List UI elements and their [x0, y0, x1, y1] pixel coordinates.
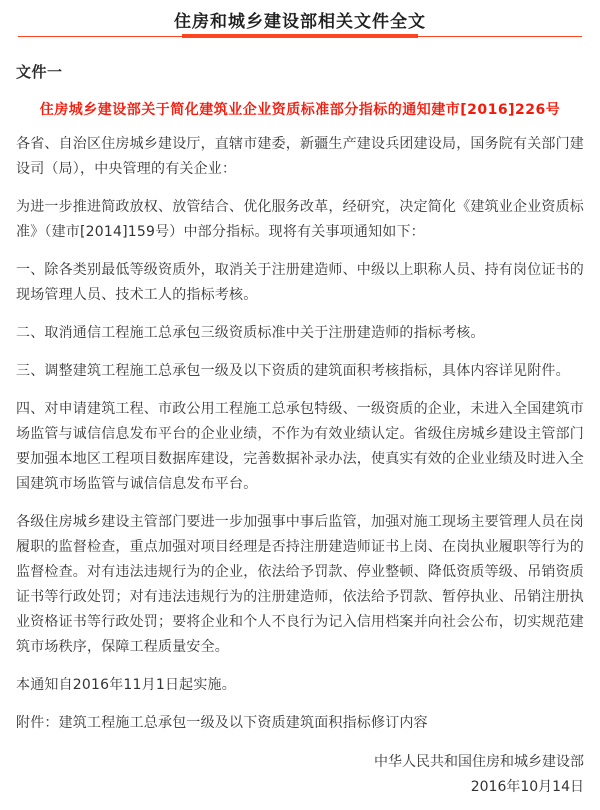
document-label: 文件一	[16, 63, 63, 81]
page-title: 住房和城乡建设部相关文件全文	[174, 12, 426, 32]
signature-date: 2016年10月14日	[470, 779, 584, 795]
document-title: 住房城乡建设部关于简化建筑业企业资质标准部分指标的通知建市[2016]226号	[39, 102, 561, 118]
paragraph-item-4: 四、对申请建筑工程、市政公用工程施工总承包特级、一级资质的企业，未进入全国建筑市场监管与诚信信息发布平台的企业业绩，不作为有效业绩认定。省级住房城乡建设主管部门要加强本地区工程项目数据库建设，完善数据补录办法，使真实有效的企业业绩及时进入全国建筑市场监管与诚信信息发布平台。	[16, 401, 584, 492]
paragraph-item-1: 一、除各类别最低等级资质外，取消关于注册建造师、中级以上职称人员、持有岗位证书的现场管理人员、技术工人的指标考核。	[16, 262, 584, 303]
signature-organization: 中华人民共和国住房和城乡建设部	[374, 754, 584, 770]
paragraph-supervision: 各级住房城乡建设主管部门要进一步加强事中事后监管，加强对施工现场主要管理人员在岗履职的监督检查，重点加强对项目经理是否持注册建造师证书上岗、在岗执业履职等行为的监督检查。对有违法违规行为的企业，依法给予罚款、停业整顿、降低资质等级、吊销资质证书等行政处罚；对有违法违规行为的注册建造师，依法给予罚款、暂停执业、吊销注册执业资格证书等行政处罚；要将企业和个人不良行为记入信用档案并向社会公布，切实规范建筑市场秩序，保障工程质量安全。	[16, 514, 584, 655]
paragraph-item-2: 二、取消通信工程施工总承包三级资质标准中关于注册建造师的指标考核。	[16, 325, 485, 341]
paragraph-addressee: 各省、自治区住房城乡建设厅，直辖市建委，新疆生产建设兵团建设局，国务院有关部门建设司（局），中央管理的有关企业：	[16, 136, 584, 177]
paragraph-item-3: 三、调整建筑工程施工总承包一级及以下资质的建筑面积考核指标，具体内容详见附件。	[16, 363, 570, 379]
signature-block	[16, 750, 584, 800]
paragraph-effective-date: 本通知自2016年11月1日起实施。	[16, 677, 236, 693]
divider-accent-rule	[182, 34, 418, 38]
document-body	[16, 132, 584, 736]
title-divider	[16, 34, 584, 39]
paragraph-attachment: 附件：建筑工程施工总承包一级及以下资质建筑面积指标修订内容	[16, 715, 428, 731]
paragraph-intro: 为进一步推进简政放权、放管结合、优化服务改革，经研究，决定简化《建筑业企业资质标准》（建市[2014]159号）中部分指标。现将有关事项通知如下：	[16, 199, 584, 240]
